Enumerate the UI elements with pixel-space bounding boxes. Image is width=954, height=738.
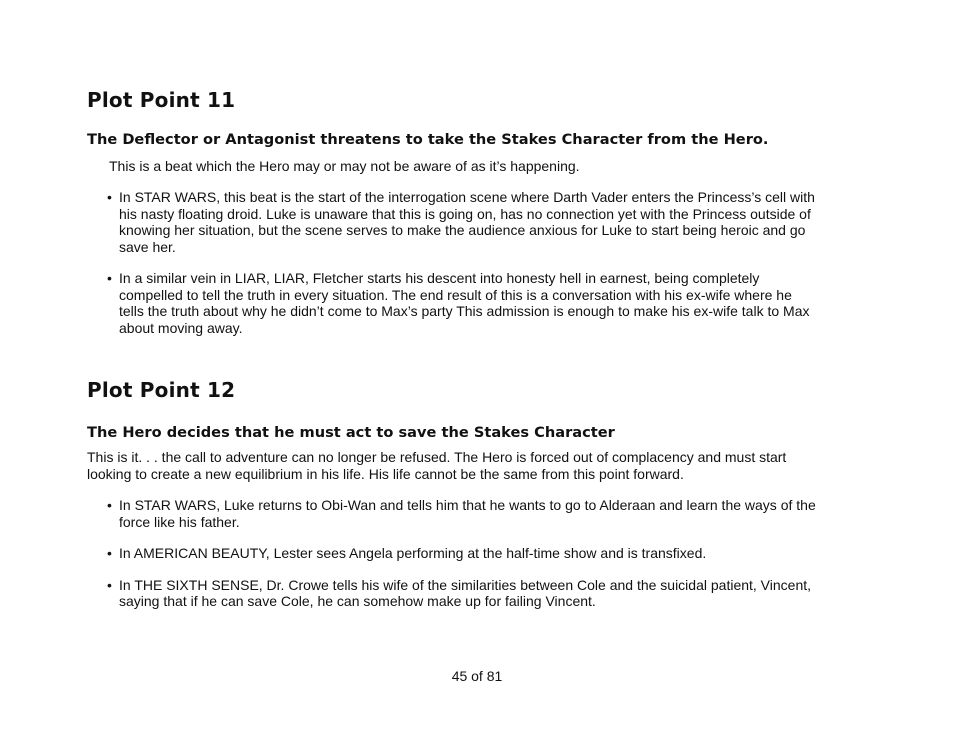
list-item: • In AMERICAN BEAUTY, Lester sees Angela performing at the half-time show and is transfixed. (107, 545, 819, 562)
bullet-list-plot-point-11 (107, 189, 819, 336)
page-number: 45 of 81 (451, 668, 503, 684)
list-item: • In STAR WARS, this beat is the start of the interrogation scene where Darth Vader enters the Princess’s cell with his nasty floating droid. Luke is unaware that this is going on, has no connection yet with the Princess outside of knowing her situation, but the scene serves to make the audience anxious for Luke to start being heroic and go save her. (107, 189, 819, 255)
list-item: • In STAR WARS, Luke returns to Obi-Wan and tells him that he wants to go to Alderaan and learn the ways of the force like his father. (107, 497, 819, 530)
list-item: • In a similar vein in LIAR, LIAR, Fletcher starts his descent into honesty hell in earnest, being completely compelled to tell the truth in every situation. The end result of this is a conversation with his ex-wife where he tells the truth about why he didn’t come to Max’s party This admission is enough to make his ex-wife talk to Max about moving away. (107, 270, 819, 336)
list-item: • In THE SIXTH SENSE, Dr. Crowe tells his wife of the similarities between Cole and the suicidal patient, Vincent, saying that if he can save Cole, he can somehow make up for failing Vincent. (107, 577, 819, 610)
section-subtitle-plot-point-11: The Deflector or Antagonist threatens to take the Stakes Character from the Hero. (87, 131, 769, 148)
section-title-plot-point-11: Plot Point 11 (87, 88, 236, 112)
section-title-plot-point-12: Plot Point 12 (87, 378, 236, 402)
bullet-list-plot-point-12 (107, 497, 819, 610)
section-subtitle-plot-point-12: The Hero decides that he must act to save the Stakes Character (87, 424, 615, 441)
section-intro-plot-point-12: This is it. . . the call to adventure can no longer be refused. The Hero is forced out of complacency and must start looking to create a new equilibrium in his life. His life cannot be the same from this point forward. (87, 449, 787, 482)
section-intro-plot-point-11: This is a beat which the Hero may or may not be aware of as it’s happening. (109, 158, 580, 174)
